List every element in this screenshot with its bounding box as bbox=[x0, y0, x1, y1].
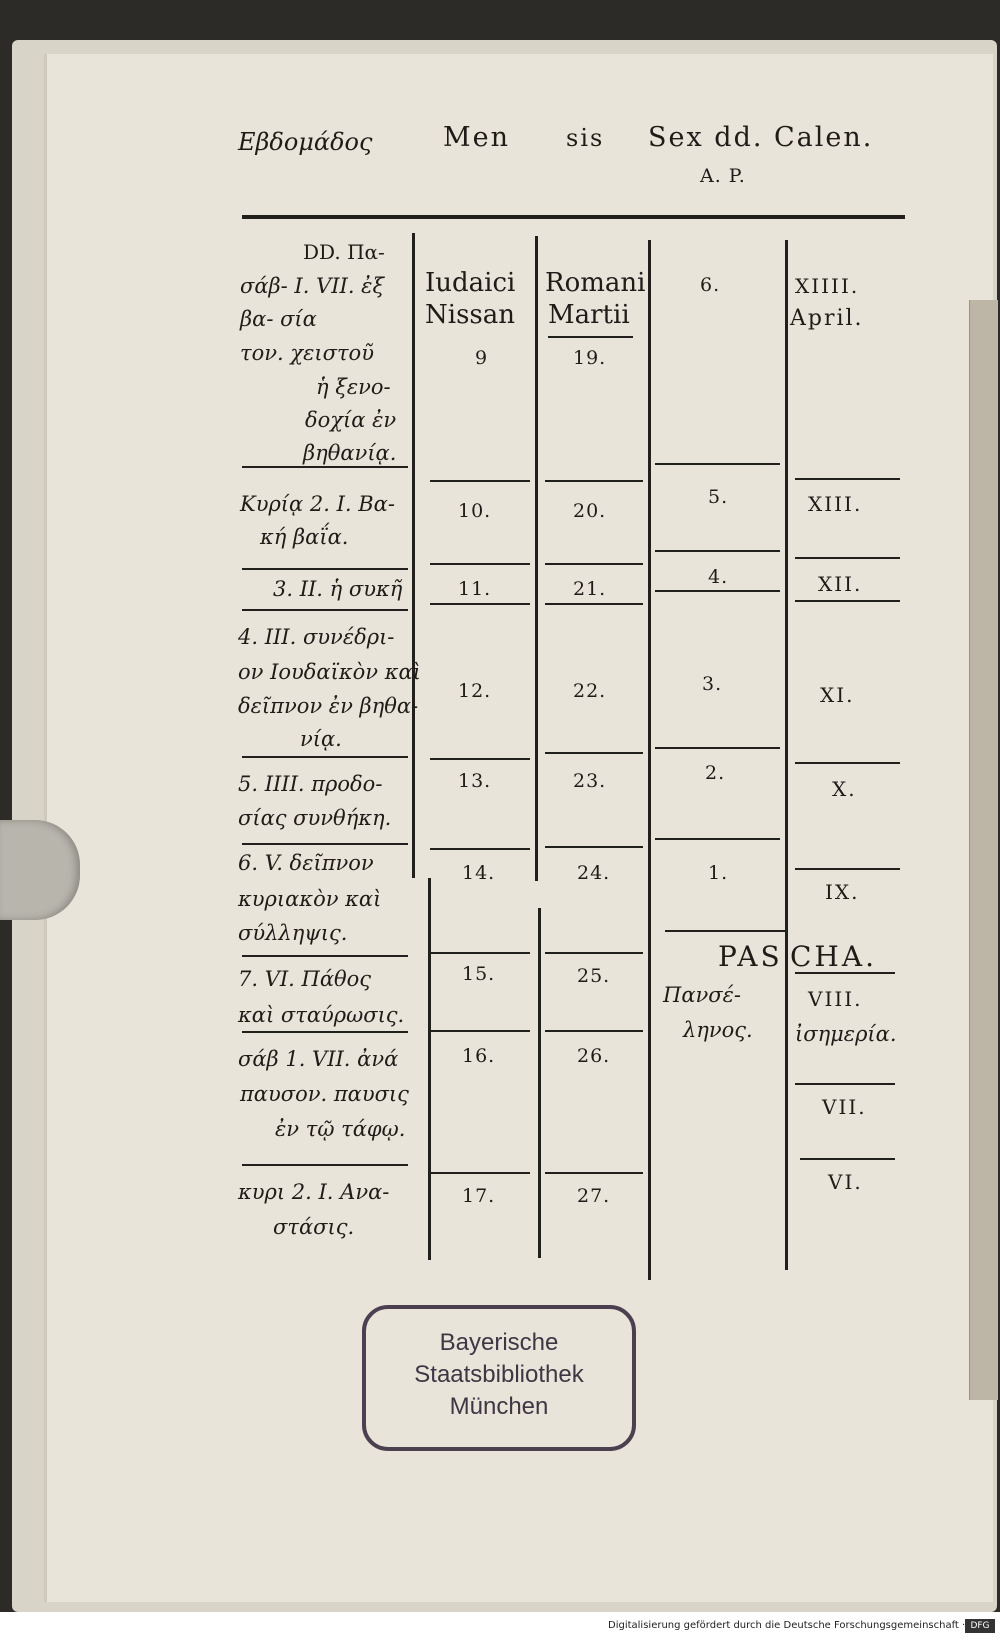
hrule-p5 bbox=[655, 838, 780, 840]
day-7-line-1: παυσον. παυσις bbox=[240, 1082, 409, 1106]
colhead-iudaici: Iudaici bbox=[425, 268, 516, 298]
hrule-left-4 bbox=[242, 756, 408, 758]
nissan-cell: 15. bbox=[462, 963, 496, 985]
dfg-logo: DFG bbox=[965, 1619, 995, 1633]
hrule-m2 bbox=[545, 563, 643, 565]
hrule-left-6 bbox=[242, 955, 408, 957]
hrule-n5 bbox=[430, 848, 530, 850]
day-8-line-0: κυρι 2. I. Ανα- bbox=[238, 1180, 390, 1204]
nissan-cell: 14. bbox=[462, 862, 496, 884]
hrule-left-1 bbox=[242, 466, 408, 468]
nissan-cell: 12. bbox=[458, 680, 492, 702]
hrule-n3 bbox=[430, 603, 530, 605]
ap-cell: 1. bbox=[708, 862, 729, 884]
hrule-c8 bbox=[800, 1158, 895, 1160]
martii-cell: 19. bbox=[573, 347, 607, 369]
hrule-left-2 bbox=[242, 568, 408, 570]
colhead-nissan: Nissan bbox=[425, 300, 515, 330]
nissan-cell: 11. bbox=[458, 578, 492, 600]
calen-cell: VI. bbox=[828, 1170, 863, 1194]
pascha-pansel-1: Πανσέ- bbox=[663, 983, 741, 1007]
hrule-c4 bbox=[795, 762, 900, 764]
day-8-line-1: στάσις. bbox=[273, 1215, 355, 1239]
nissan-cell: 10. bbox=[458, 500, 492, 522]
page-clip bbox=[0, 820, 80, 920]
hrule-n4 bbox=[430, 758, 530, 760]
hrule-m3 bbox=[545, 603, 643, 605]
day-3-line-2: δεῖπνον ἐν βηθα- bbox=[238, 694, 419, 718]
header-rule bbox=[242, 215, 905, 219]
vrule-1a bbox=[412, 233, 415, 878]
ap-cell: 5. bbox=[708, 486, 729, 508]
hrule-m1 bbox=[545, 480, 643, 482]
calen-cell: XI. bbox=[820, 683, 855, 707]
day-1-line-1: κή βαΐα. bbox=[260, 525, 349, 549]
day-6-line-0: 7. VI. Πάθος bbox=[238, 967, 372, 991]
vrule-4 bbox=[785, 240, 788, 1270]
hrule-c1 bbox=[795, 478, 900, 480]
hrule-p1 bbox=[655, 463, 780, 465]
vrule-1b bbox=[428, 878, 431, 1260]
hrule-n7 bbox=[430, 1030, 530, 1032]
hrule-martii-head bbox=[548, 336, 633, 338]
vrule-2b bbox=[538, 908, 541, 1258]
martii-cell: 25. bbox=[577, 965, 611, 987]
martii-cell: 23. bbox=[573, 770, 607, 792]
day-4-line-0: 5. IIII. προδο- bbox=[238, 772, 383, 796]
header-sex-calen: Sex dd. Calen. bbox=[648, 122, 874, 153]
calen-cell: VIII. bbox=[808, 987, 863, 1011]
martii-cell: 26. bbox=[577, 1045, 611, 1067]
calen-cell: IX. bbox=[825, 880, 860, 904]
calen-cell: X. bbox=[832, 777, 857, 801]
stamp-line-3: München bbox=[449, 1393, 549, 1420]
day-5-line-2: σύλληψις. bbox=[238, 921, 348, 945]
ap-cell: 2. bbox=[705, 762, 726, 784]
vrule-2a bbox=[535, 236, 538, 881]
day-7-line-0: σάβ 1. VII. ἀνά bbox=[238, 1047, 399, 1071]
stamp-line-1: Bayerische bbox=[439, 1329, 559, 1356]
header-ap: A. P. bbox=[700, 165, 746, 187]
day-0-line-4: ἡ ξενο- bbox=[316, 375, 391, 399]
hrule-c3 bbox=[795, 600, 900, 602]
day-0-line-3: τον. χειστοῦ bbox=[240, 341, 374, 365]
day-5-line-1: κυριακὸν καὶ bbox=[238, 887, 382, 911]
hrule-n8 bbox=[430, 1172, 530, 1174]
day-5-line-0: 6. V. δεῖπνον bbox=[238, 851, 374, 875]
day-1-line-0: Κυρίᾳ 2. I. Βα- bbox=[240, 492, 395, 516]
calen-cell: VII. bbox=[822, 1095, 867, 1119]
day-0-line-6: βηθανίᾳ. bbox=[303, 441, 397, 465]
hrule-m7 bbox=[545, 1030, 643, 1032]
isemeria: ἰσημερία. bbox=[795, 1022, 897, 1046]
hrule-p3 bbox=[655, 590, 780, 592]
martii-cell: 21. bbox=[573, 578, 607, 600]
hrule-pascha bbox=[665, 930, 785, 932]
hrule-n6 bbox=[430, 952, 530, 954]
hrule-c5 bbox=[795, 868, 900, 870]
colhead-ap-6: 6. bbox=[700, 274, 721, 296]
pascha-a: PAS bbox=[718, 940, 783, 973]
hrule-p4 bbox=[655, 747, 780, 749]
hrule-n1 bbox=[430, 480, 530, 482]
hrule-left-8 bbox=[242, 1164, 408, 1166]
day-0-line-1: σάβ- I. VII. ἐξ bbox=[240, 274, 385, 298]
hrule-c7 bbox=[795, 1083, 895, 1085]
library-stamp bbox=[362, 1305, 636, 1451]
ap-cell: 4. bbox=[708, 566, 729, 588]
hrule-left-5 bbox=[242, 843, 408, 845]
hrule-left-3 bbox=[242, 609, 408, 611]
page-edge bbox=[969, 300, 998, 1400]
hrule-p2 bbox=[655, 550, 780, 552]
nissan-cell: 16. bbox=[462, 1045, 496, 1067]
day-3-line-0: 4. III. συνέδρι- bbox=[238, 625, 395, 649]
nissan-cell: 9 bbox=[475, 347, 489, 369]
pascha-b: CHA. bbox=[790, 940, 877, 973]
colhead-xiiii: XIIII. bbox=[795, 274, 860, 298]
hrule-m5 bbox=[545, 846, 643, 848]
day-3-line-1: ον Ιουδαϊκὸν καὶ bbox=[238, 660, 421, 684]
martii-cell: 24. bbox=[577, 862, 611, 884]
martii-cell: 27. bbox=[577, 1185, 611, 1207]
day-3-line-3: νίᾳ. bbox=[300, 727, 342, 751]
hrule-m4 bbox=[545, 752, 643, 754]
nissan-cell: 17. bbox=[462, 1185, 496, 1207]
martii-cell: 22. bbox=[573, 680, 607, 702]
day-0-line-2: βα- σία bbox=[240, 307, 317, 331]
hrule-m6 bbox=[545, 952, 643, 954]
calen-cell: XIII. bbox=[808, 492, 863, 516]
hrule-left-7 bbox=[242, 1031, 408, 1033]
calen-cell: XII. bbox=[818, 572, 863, 596]
hrule-c2 bbox=[795, 557, 900, 559]
pascha-pansel-2: ληνος. bbox=[683, 1018, 753, 1042]
hrule-n2 bbox=[430, 563, 530, 565]
nissan-cell: 13. bbox=[458, 770, 492, 792]
day-7-line-2: ἐν τῷ τάφῳ. bbox=[275, 1117, 406, 1141]
header-men: Men bbox=[443, 122, 511, 153]
day-2-line-0: 3. II. ἡ συκῆ bbox=[273, 577, 403, 601]
colhead-april: April. bbox=[790, 306, 864, 331]
digitization-credit: Digitalisierung gefördert durch die Deutsche Forschungsgemeinschaft · bbox=[608, 1620, 966, 1631]
day-6-line-1: καὶ σταύρωσις. bbox=[238, 1003, 405, 1027]
day-4-line-1: σίας συνθήκη. bbox=[238, 806, 392, 830]
day-0-line-0: DD. Πα- bbox=[303, 240, 385, 264]
ap-cell: 3. bbox=[702, 673, 723, 695]
header-hebdomados: Εβδομάδος bbox=[238, 128, 373, 156]
colhead-romani: Romani bbox=[545, 268, 646, 298]
hrule-m8 bbox=[545, 1172, 643, 1174]
vrule-3 bbox=[648, 240, 651, 1280]
day-0-line-5: δοχία ἐν bbox=[305, 408, 397, 432]
stamp-line-2: Staatsbibliothek bbox=[414, 1361, 584, 1388]
martii-cell: 20. bbox=[573, 500, 607, 522]
header-sis: sis bbox=[566, 124, 605, 152]
colhead-martii: Martii bbox=[548, 300, 630, 330]
